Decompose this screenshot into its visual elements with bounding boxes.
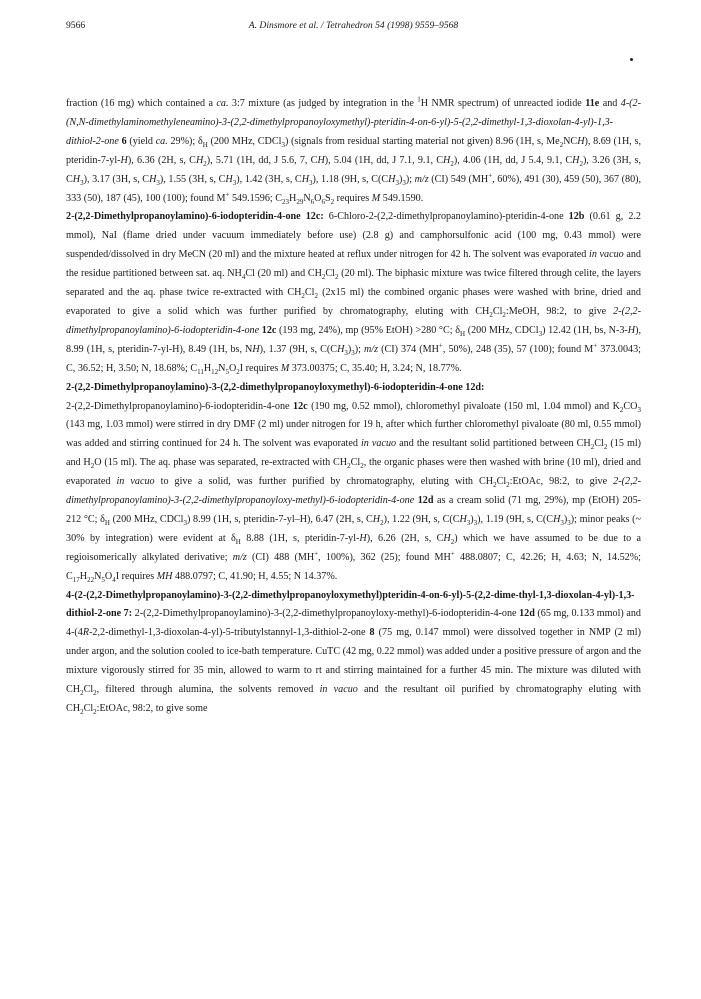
text-run: +	[225, 190, 230, 199]
text-run: (200 MHz, CDCl	[465, 324, 539, 336]
text-run: H	[202, 140, 208, 149]
text-run: (20 ml). The biphasic mixture was twice filtered through celite, the layers separated and the aq. phase twice re-extracted with CH	[66, 268, 641, 299]
text-run: 3	[560, 518, 564, 527]
text-run: Cl	[492, 305, 503, 317]
text-run: N	[94, 570, 102, 582]
text-run: H	[459, 513, 467, 525]
text-run: requires	[334, 192, 372, 204]
text-run: 3	[281, 140, 285, 149]
text-run: , the organic phases were then washed with brine (10 ml), dried and evaporated	[66, 457, 641, 488]
text-run: 2	[90, 462, 95, 471]
text-run: 29%); δ	[167, 135, 203, 147]
text-run: 2	[590, 443, 595, 452]
text-run: in vacuo	[360, 438, 397, 450]
text-run: );	[405, 173, 415, 185]
text-run: 29	[296, 197, 304, 206]
text-run: and the resultant solid partitioned between CH	[396, 438, 591, 450]
text-run: H	[72, 173, 81, 185]
text-run: ) 12.42 (1H, bs, N-3-	[542, 324, 628, 336]
text-run: :EtOAc, 98:2, to give	[509, 476, 614, 488]
text-run: )	[563, 513, 568, 525]
text-run: (75 mg, 0.147 mmol) were dissolved together in NMP (2 ml) under argon, and the solution cooled to ice-bath temperature. CuTC (42 mg, 0.22 mmol) was added under a positive pressure of argon and the mixture vigorously stirred for 35 min, allowed to warm to rt and stirring maintained for a further 45 min. The mixture was diluted with CH	[66, 627, 641, 696]
text-run: H	[443, 532, 451, 544]
text-run: -2,2-dimethyl-1,3-dioxolan-4-yl)-5-tributylstannyl-1,3-dithiol-2-one	[89, 627, 370, 639]
text-run: 3	[395, 178, 399, 187]
text-run: 2-(2,2-dimethylpropanoylamino)-3-(2,2-dimethylpropanoyloxy-methyl)-6-iodopteridin-4-one	[66, 476, 641, 507]
text-run: I requires	[239, 362, 281, 374]
text-run: H	[553, 513, 561, 525]
text-run: ), 5.04 (1H, dd, J 7.1, 9.1, C	[324, 154, 444, 166]
text-run: 373.0043; C, 36.52; H, 3.50; N, 18.68%; C	[66, 343, 641, 374]
text-run: 4-(2-(2,2-Dimethylpropanoylamino)-3-(2,2-dimethylpropanoyloxymethyl)pteridin-4-on-6-yl)-5-(2,2-dime-thyl-1,3-dioxolan-4-yl)-1,3-dithiol-2-one 7:	[66, 589, 635, 620]
text-run: 8	[369, 627, 375, 639]
text-run: 3	[156, 178, 160, 187]
text-run: ), 8.69 (1H, s, pteridin-7-yl-	[66, 135, 642, 166]
text-run: +	[314, 549, 319, 558]
text-run: H	[195, 154, 204, 166]
text-run: 3	[402, 178, 406, 187]
text-run: H	[359, 532, 367, 544]
text-run: as a cream solid (71 mg, 29%), mp (EtOH) 205-212 °C; δ	[66, 495, 642, 525]
text-run: ); minor peaks (~ 30% by integration) were evident at δ	[66, 513, 642, 544]
text-run: and	[599, 98, 621, 109]
text-run: M	[280, 362, 290, 374]
text-run: H	[120, 154, 128, 166]
text-run: )	[470, 513, 474, 525]
text-run: H	[577, 135, 585, 147]
text-run: 4-(2-(N,N-dimethylaminomethyleneamino)-3-(2,2-dimethylpropanoyloxymethyl)-pteridin-4-on-6-yl)-5-(2,2-dimethyl-1,3-dioxolan-4-yl)-1,3-dithiol-2-one	[66, 98, 641, 147]
text-run: H	[289, 192, 297, 204]
text-run: m/z	[414, 173, 429, 185]
text-run: in vacuo	[319, 684, 358, 696]
text-run: 2	[93, 708, 97, 717]
text-run: 3	[538, 329, 543, 338]
text-run: R	[82, 627, 90, 639]
text-run: , filtered through alumina, the solvents removed	[96, 684, 320, 696]
text-run: (CI) 549 (MH	[428, 173, 489, 185]
text-run: H	[337, 343, 345, 355]
text-run: 2	[80, 689, 84, 698]
text-run: +	[438, 341, 443, 350]
text-run: I requires	[115, 570, 157, 582]
text-run: 5	[225, 367, 229, 376]
text-run: ), 6.36 (2H, s, C	[127, 154, 196, 166]
text-run: ca.	[155, 135, 168, 147]
text-run: (yield	[126, 135, 156, 147]
text-run: ) which we have assumed to be due to a regioisomerically alkylated derivative;	[66, 532, 642, 563]
text-run: 373.00375; C, 35.40; H, 3.24; N, 18.77%.	[289, 362, 462, 374]
text-run: 3	[473, 518, 478, 527]
text-run: 3	[466, 518, 471, 527]
text-run: ), 1.42 (3H, s, C	[236, 173, 302, 185]
text-run: 2-(2,2-Dimethylpropanoylamino)-6-iodopteridin-4-one 12c:	[66, 211, 324, 223]
text-run: )	[347, 343, 352, 355]
text-run: m/z	[363, 343, 379, 355]
text-run: and the residue partitioned between sat. aq. NH	[66, 249, 641, 280]
text-run: 549.1596; C	[229, 192, 283, 204]
text-run: 6	[310, 197, 315, 206]
text-run: +	[450, 549, 455, 558]
text-run: H	[79, 570, 88, 582]
text-run: H	[235, 537, 241, 546]
text-run: 3	[183, 518, 187, 527]
text-run: Cl	[496, 476, 507, 488]
text-run: )	[398, 173, 403, 185]
article-body	[66, 95, 641, 719]
text-run: H	[627, 324, 636, 336]
text-run: 6	[321, 197, 325, 206]
text-run: 2	[314, 292, 318, 301]
text-run: 3	[309, 178, 313, 187]
text-run: , 50%), 248 (35), 57 (100); found M	[442, 343, 594, 355]
text-run: 2-(2,2-Dimethylpropanoylamino)-3-(2,2-dimethylpropanoyloxy-methyl)-6-iodopteridin-4-one	[132, 608, 520, 620]
text-run: ), 4.06 (1H, dd, J 5.4, 9.1, C	[453, 154, 573, 166]
text-run: H	[459, 329, 466, 338]
text-run: 3	[232, 178, 237, 187]
text-run: M	[371, 192, 381, 204]
text-run: 3:7 mixture (as judged by integration in the	[228, 98, 418, 109]
text-run: H	[388, 173, 396, 185]
text-run: 12c	[261, 324, 277, 336]
text-run: 3	[80, 178, 84, 187]
text-run: 488.0807; C, 42.26; H, 4.63; N, 14.52%; C	[66, 551, 641, 582]
text-run: +	[488, 171, 493, 180]
text-run: 2-(2,2-dimethylpropanoylamino)-6-iodopteridin-4-one	[66, 305, 641, 336]
text-run: ) 8.99 (1H, s, pteridin-7-yl–H), 6.47 (2H, s, C	[186, 513, 373, 525]
text-run: ), 8.99 (1H, s, pteridin-7-yl-H), 8.49 (1H, bs, N	[66, 324, 642, 355]
text-run: 4	[112, 575, 116, 584]
text-run: 2	[506, 481, 510, 490]
text-run: ), 1.55 (3H, s, C	[159, 173, 226, 185]
text-run: 12d	[417, 495, 434, 507]
text-run: , 100%), 362 (25); found MH	[318, 551, 451, 563]
paragraph-compound-7	[66, 587, 641, 719]
text-run: O	[104, 570, 113, 582]
text-run: CO	[623, 400, 638, 412]
text-run: H	[225, 173, 233, 185]
text-run: 2	[334, 273, 339, 282]
text-run: (0.61 g, 2.2 mmol), NaI (flame dried under vacuum immediately before use) (2.8 g) and camphorsulfonic acid (100 mg, 0.43 mmol) were suspended/dissolved in dry MeCN (20 ml) and the mixture heated at reflux under nitrogen for 42 h. The solvent was evaporated	[66, 211, 641, 261]
text-run: ), 1.19 (9H, s, C(C	[477, 513, 554, 525]
text-run: to give a solid, was further purified by chromatography, eluting with CH	[154, 476, 494, 488]
text-run: Cl (20 ml) and CH	[245, 268, 322, 280]
text-run: 2	[93, 689, 97, 698]
text-run: 8.88 (1H, s, pteridin-7-yl-	[240, 532, 360, 544]
text-run: ), 1.22 (9H, s, C(C	[383, 513, 460, 525]
text-run: H	[149, 173, 157, 185]
text-run: 2-(2,2-Dimethylpropanoylamino)-3-(2,2-dimethylpropanoyloxymethyl)-6-iodopteridin-4-one 12d:	[66, 381, 485, 393]
text-run: 2	[360, 462, 364, 471]
text-run: ) (signals from residual starting material not given) 8.96 (1H, s, Me	[284, 135, 560, 147]
text-run: O (15 ml). The aq. phase was separated, re-extracted with CH	[94, 457, 348, 469]
text-run: , 60%), 491 (30), 459 (50), 367 (80), 333 (50), 187 (45), 100 (100); found M	[66, 173, 642, 204]
text-run: in vacuo	[589, 249, 624, 261]
text-run: Cl	[304, 287, 315, 299]
text-run: O	[228, 362, 237, 374]
text-run: 11e	[585, 98, 600, 109]
text-run: 2	[347, 462, 351, 471]
text-run: 2	[450, 537, 455, 546]
running-header	[66, 20, 641, 34]
text-run: 3	[637, 405, 641, 414]
text-run: 3	[567, 518, 571, 527]
text-run: 2	[559, 140, 564, 149]
text-run: H	[572, 154, 580, 166]
text-run: 2	[330, 197, 335, 206]
text-run: 12	[211, 367, 219, 376]
margin-dot	[630, 58, 633, 61]
text-run: N	[218, 362, 226, 374]
text-run: 22	[87, 575, 95, 584]
text-run: );	[354, 343, 364, 355]
running-head: A. Dinsmore et al. / Tetrahedron 54 (1998) 9559–9568	[248, 20, 459, 31]
text-run: ), 1.37 (9H, s, C(C	[259, 343, 338, 355]
text-run: (200 MHz, CDCl	[109, 513, 184, 525]
text-run: :EtOAc, 98:2, to give some	[96, 703, 208, 714]
text-run: 12d	[519, 608, 535, 620]
text-run: S	[324, 192, 331, 204]
text-run: 2	[579, 159, 583, 168]
text-run: 2	[493, 481, 497, 490]
text-run: 11	[197, 367, 204, 376]
text-run: (15 ml) and H	[66, 438, 642, 469]
heading-compound-12d	[66, 379, 641, 398]
paragraph-compound-6-data	[66, 95, 641, 208]
text-run: m/z	[232, 551, 247, 563]
text-run: ), 3.17 (3H, s, C	[83, 173, 150, 185]
text-run: 2	[301, 292, 305, 301]
text-run: O	[314, 192, 322, 204]
text-run: Cl	[325, 268, 335, 280]
text-run: H	[317, 154, 325, 166]
text-run: 3	[351, 348, 355, 357]
text-run: ), 1.18 (9H, s, C(C	[312, 173, 389, 185]
text-run: 2-(2,2-Dimethylpropanoylamino)-6-iodopteridin-4-one	[66, 400, 293, 412]
text-run: 488.0797; C, 41.90; H, 4.55; N 14.37%.	[172, 570, 338, 582]
text-run: ca.	[216, 98, 229, 109]
text-run: 1	[417, 95, 421, 104]
text-run: 2	[603, 443, 608, 452]
text-run: 2	[80, 708, 84, 717]
text-run: (193 mg, 24%), mp (95% EtOH) >280 °C; δ	[276, 324, 460, 336]
text-run: (2x15 ml) the combined organic phases were washed with brine, dried and evaporated to give a solid which was further purified by chromatography, eluting with CH	[66, 287, 641, 317]
text-run: 2	[321, 273, 326, 282]
text-run: H	[443, 154, 451, 166]
text-run: 549.1590.	[380, 192, 424, 204]
text-run: 4	[241, 273, 246, 282]
text-run: (CI) 488 (MH	[246, 551, 315, 563]
text-run: H	[372, 513, 381, 525]
text-run: H	[301, 173, 310, 185]
text-run: +	[593, 341, 598, 350]
text-run: 2	[619, 405, 624, 414]
text-run: 2	[450, 159, 454, 168]
text-run: 2	[203, 159, 207, 168]
paragraph-compound-12c	[66, 208, 641, 378]
text-run: Cl	[83, 703, 94, 714]
text-run: (190 mg, 0.52 mmol), chloromethyl pivaloate (150 ml, 1.04 mmol) and K	[307, 400, 620, 412]
text-run: 6-Chloro-2-(2,2-dimethylpropanoylamino)-pteridin-4-one	[323, 211, 569, 223]
text-run: (200 MHz, CDCl	[207, 135, 282, 147]
text-run: 6	[121, 135, 127, 147]
text-run: fraction (16 mg) which contained a	[66, 98, 217, 109]
text-run: 12b	[568, 211, 585, 223]
text-run: 5	[101, 575, 105, 584]
text-run: 2	[489, 311, 493, 319]
text-run: (143 mg, 1.03 mmol) were stirred in dry DMF (2 ml) under nitrogen for 19 h, after which further chloromethyl pivaloate (80 ml, 0.55 mmol) was added and stirring continued for 24 h. The solvent was evaporated	[66, 419, 641, 450]
text-run: Cl	[83, 684, 94, 696]
text-run: N	[303, 192, 311, 204]
text-run: 2	[236, 367, 240, 376]
text-run: 2	[380, 518, 384, 527]
text-run: :MeOH, 98:2, to give	[505, 305, 614, 317]
text-run: H NMR spectrum) of unreacted iodide	[420, 98, 586, 109]
page-number: 9566	[66, 20, 86, 31]
text-run: and the resultant oil purified by chromatography eluting with CH	[66, 684, 641, 714]
paragraph-compound-12d	[66, 398, 641, 587]
text-run: Cl	[594, 438, 604, 450]
text-run: H	[104, 518, 110, 527]
text-run: MH	[156, 570, 173, 582]
text-run: 23	[282, 197, 290, 206]
text-run: 2	[502, 311, 506, 319]
text-run: H	[252, 343, 260, 355]
text-run: ), 3.26 (3H, s, C	[66, 154, 642, 185]
text-run: (CI) 374 (MH	[378, 343, 439, 355]
text-run: ), 6.26 (2H, s, C	[366, 532, 444, 544]
text-run: ), 5.71 (1H, dd, J 5.6, 7, C	[206, 154, 318, 166]
text-run: 17	[72, 575, 80, 584]
text-run: 12c	[293, 400, 308, 412]
text-run: 3	[344, 348, 348, 357]
text-run: Cl	[350, 457, 361, 469]
text-run: H	[203, 362, 212, 374]
text-run: (65 mg, 0.133 mmol) and 4-(4	[66, 608, 641, 639]
text-run: in vacuo	[116, 476, 155, 488]
text-run: NC	[563, 135, 578, 147]
